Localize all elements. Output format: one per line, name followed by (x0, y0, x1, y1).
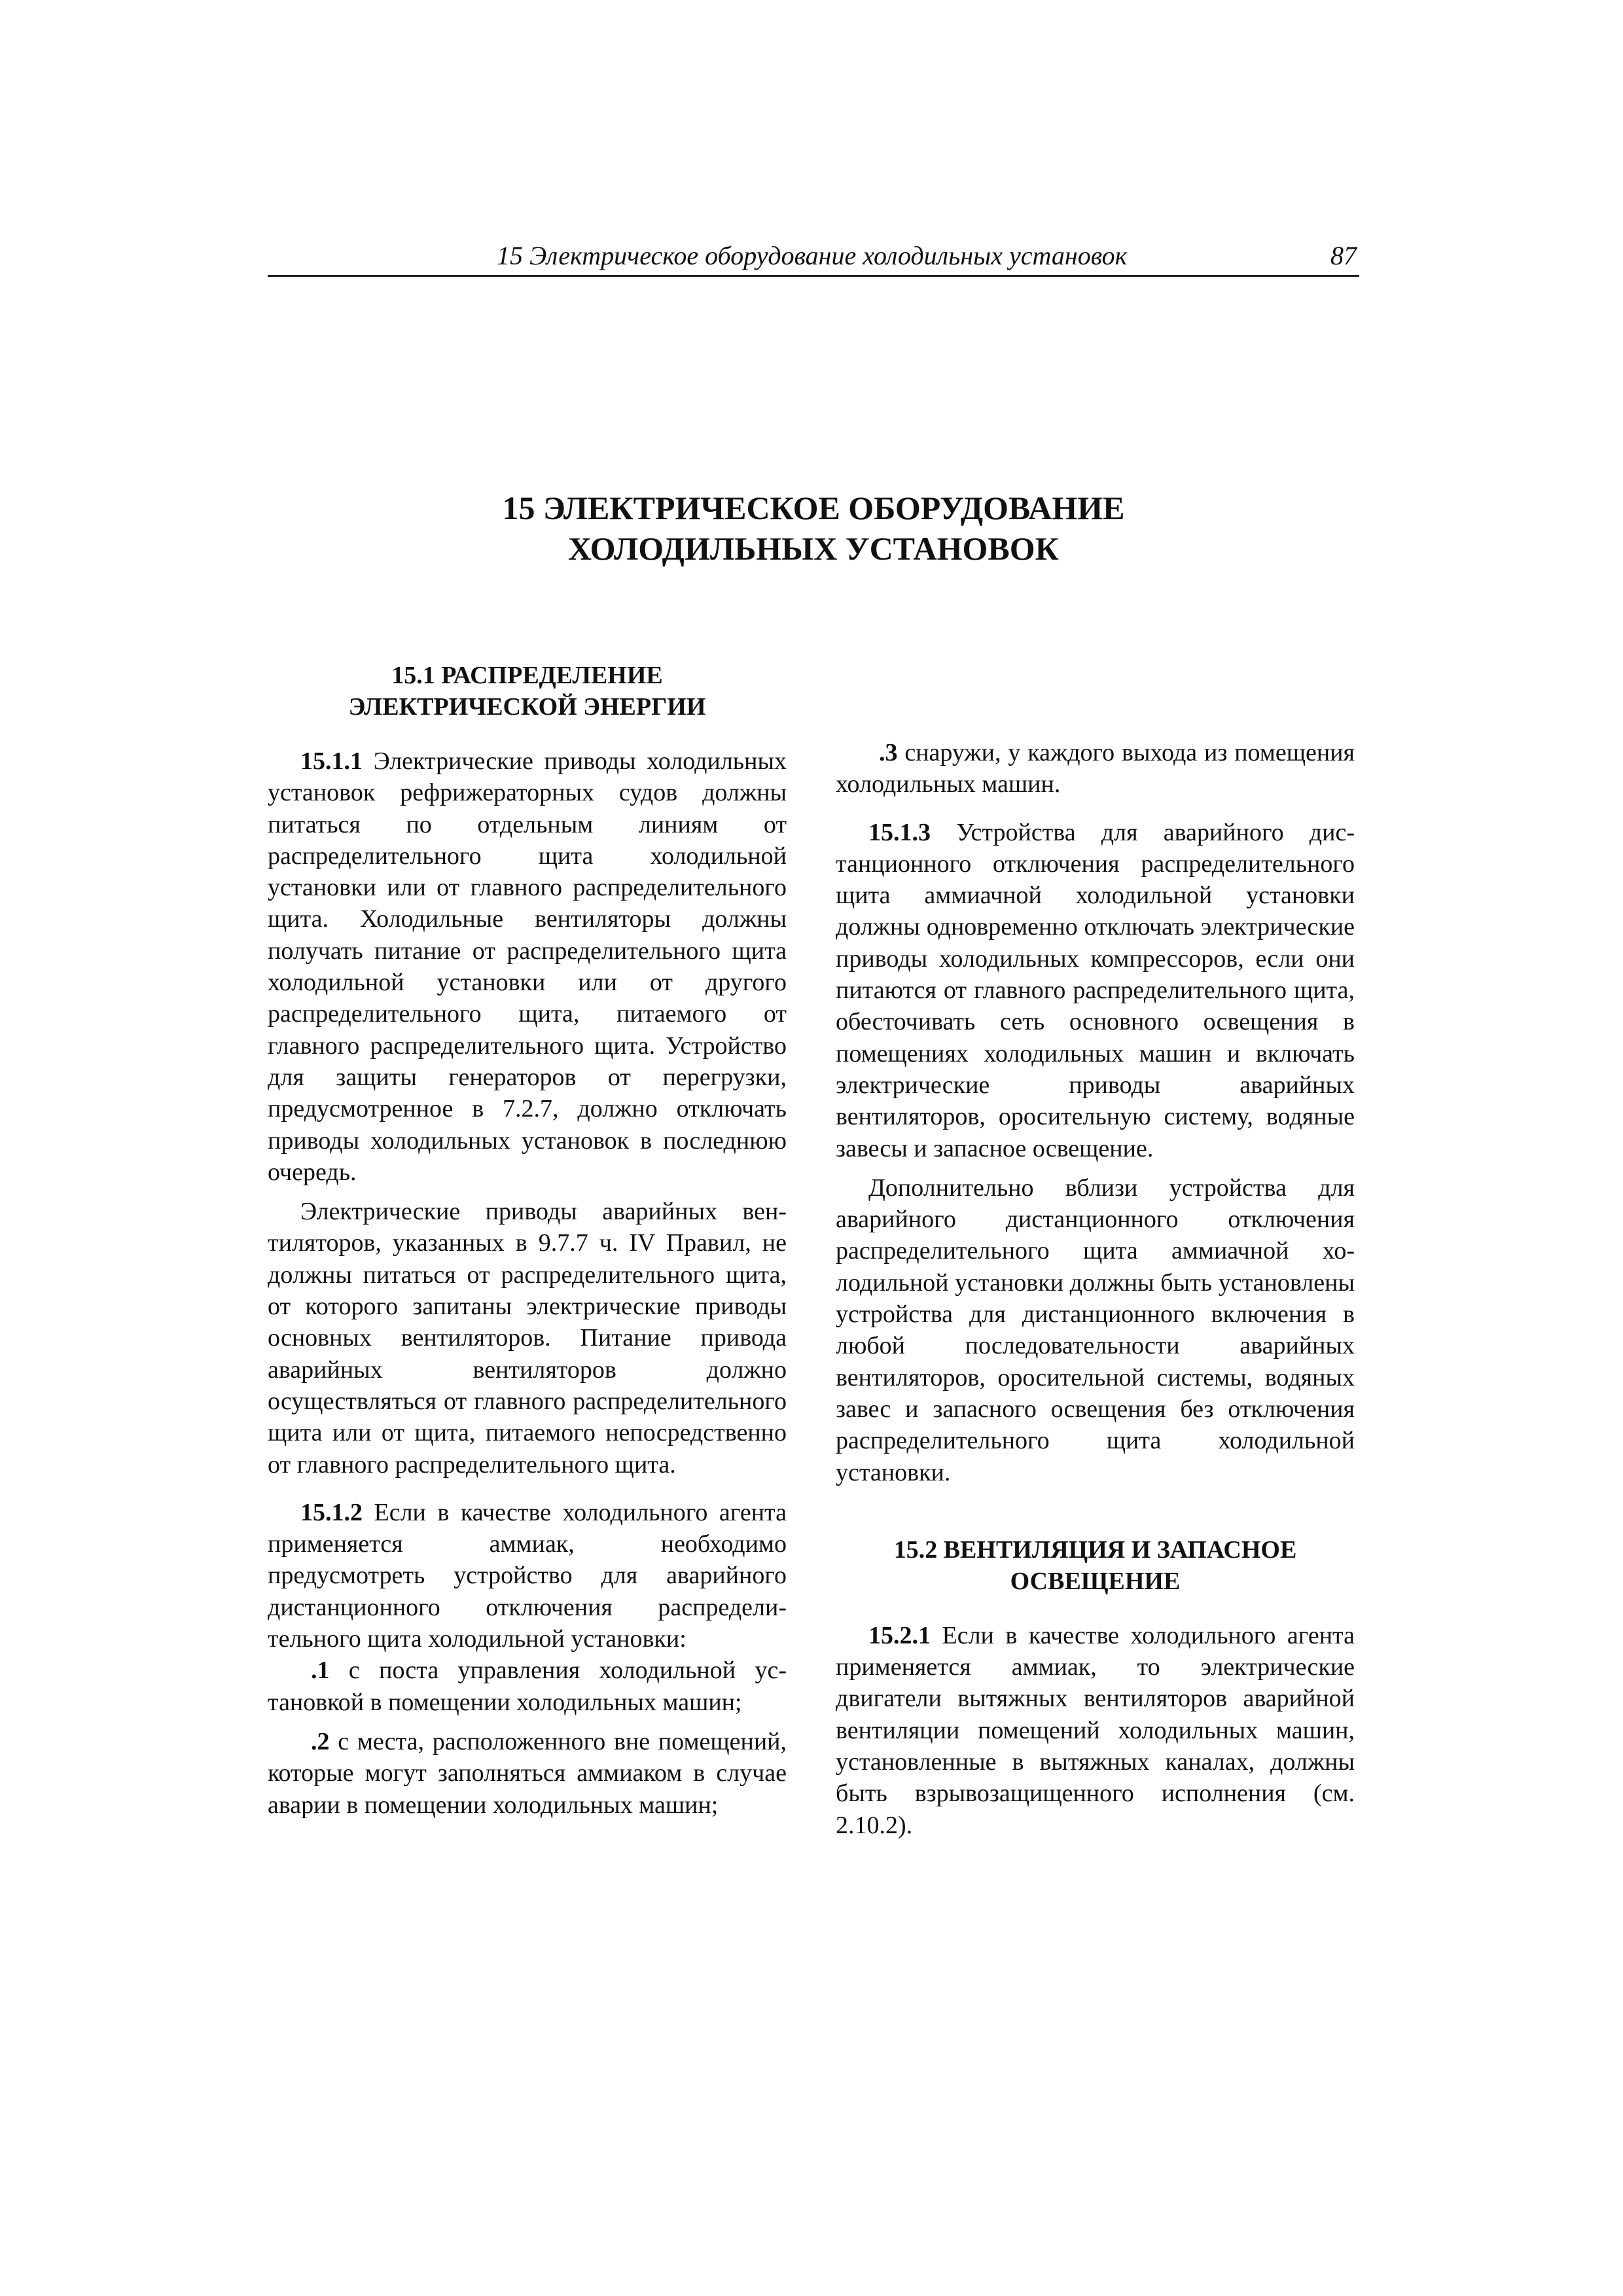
running-head-title: 15 Электрическое оборудование холодильных установок (497, 241, 1128, 270)
clause-number: 15.1.1 (300, 747, 363, 775)
chapter-title (268, 488, 1359, 569)
clause-number: 15.1.3 (868, 818, 931, 846)
list-item-3 (836, 737, 1355, 800)
chapter-title-line-1: 15 ЭЛЕКТРИЧЕСКОЕ ОБОРУДОВАНИЕ (502, 490, 1125, 526)
item-text: с поста управления холодильной установкой в помещении холодильных машин; (268, 1657, 787, 1716)
running-head (268, 237, 1359, 277)
item-text: снаружи, у каждого выхода из помещения холодильных машин. (836, 739, 1355, 798)
paragraph-15-1-3 (836, 817, 1355, 1164)
item-text: с места, расположенного вне помещений, которые могут заполняться аммиаком в случае аварии в помещении холодильных машин; (268, 1727, 787, 1819)
section-15-1-title-line-1: 15.1 РАСПРЕДЕЛЕНИЕ (391, 662, 663, 689)
list-item-2 (268, 1726, 787, 1821)
item-number: .2 (311, 1727, 330, 1755)
section-15-2-title-line-2: ОСВЕЩЕНИЕ (1010, 1567, 1181, 1595)
paragraph-15-1-1 (268, 745, 787, 1188)
clause-text: Устройства для аварийного дистанционного отключения распределительного щита аммиачной холодильной установки должны одновременно отключать электрические приводы холодильных компрессоров, если они питаются от главного распределительного щита, обесточивать сеть основного освещения в помещениях холодильных машин и включать электрические приводы аварийных вентиляторов, оросительную систему, водяные завесы и запасное освещение. (836, 818, 1355, 1162)
section-15-2-title (836, 1534, 1355, 1597)
section-15-2-title-line-1: 15.2 ВЕНТИЛЯЦИЯ И ЗАПАСНОЕ (893, 1535, 1297, 1564)
section-15-1-title-line-2: ЭЛЕКТРИЧЕСКОЙ ЭНЕРГИИ (348, 693, 706, 721)
clause-text: Если в качестве холодильного агента применяется аммиак, то электрические двигатели вытяжных вентиляторов аварийной вентиляции помещений холодильных машин, установленные в вытяжных каналах, должны быть взрывозащищенного исполнения (см. 2.10.2). (836, 1621, 1355, 1839)
clause-number: 15.1.2 (300, 1498, 363, 1526)
clause-text: Электрические приводы холодильных установок рефрижераторных судов должны питаться по отдельным линиям от распределительного щита холодильной установки или от главного распределительного щита. Холодильные вентиляторы должны получать питание от распределительного щита холодильной установки или от другого распределительного щита, питаемого от главного распределительного щита. Устройство для защиты генераторов от перегрузки, предусмотренное в 7.2.7, должно отключать приводы холодильных установок в последнюю очередь. (268, 747, 787, 1186)
clause-number: 15.2.1 (868, 1621, 931, 1649)
item-number: .1 (311, 1657, 330, 1685)
left-column (268, 660, 787, 1821)
paragraph-15-1-2 (268, 1497, 787, 1655)
chapter-title-line-2: ХОЛОДИЛЬНЫХ УСТАНОВОК (568, 530, 1059, 567)
right-column (836, 661, 1355, 1841)
paragraph-15-1-1-b: Электрические приводы аварийных вентиляторов, указанных в 9.7.7 ч. IV Правил, не должны питаться от распределительного щита, от которого запитаны электрические приводы основных вентиляторов. Питание привода аварийных вентиляторов должно осуществляться от главного распределительного щита или от щита, питаемого непосредственно от главного распределительного щита. (268, 1198, 787, 1479)
paragraph-15-1-3-b: Дополнительно вблизи устройства для аварийного дистанционного отключения распределительного щита аммиачной холодильной установки должны быть установлены устройства для дистанционного включения в любой последовательности аварийных вентиляторов, оросительной системы, водяных завес и запасного освещения без отключения распределительного щита холодильной установки. (836, 1174, 1355, 1486)
list-item-1 (268, 1655, 787, 1718)
paragraph-15-2-1 (836, 1620, 1355, 1841)
section-15-1-title (268, 660, 787, 723)
item-number: .3 (879, 739, 898, 766)
clause-text: Если в качестве холодильного агента применяется аммиак, необходимо предусмотреть устройство для аварийного дистанционного отключения распределительного щита холодильной установки: (268, 1498, 787, 1653)
page-number: 87 (1330, 241, 1357, 270)
